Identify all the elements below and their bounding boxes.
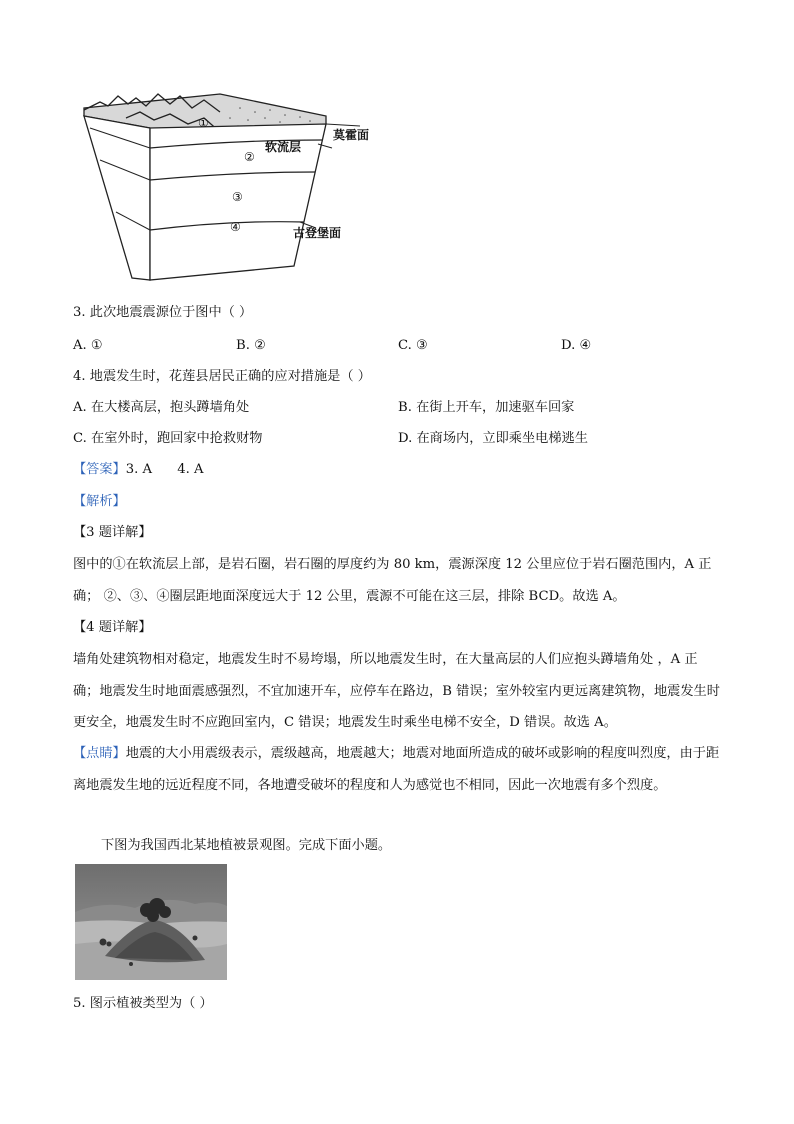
answer-tag: 【答案】 xyxy=(73,462,126,477)
gutenberg-label: 古登堡面 xyxy=(293,226,342,240)
vegetation-photo xyxy=(75,864,227,980)
question-4-option-b: B. 在街上开车，加速驱车回家 xyxy=(398,400,575,415)
answer-line xyxy=(73,460,204,480)
analysis-tag: 【解析】 xyxy=(73,494,126,509)
layer-3-label: ③ xyxy=(232,190,243,204)
q3-detail-heading: 【3 题详解】 xyxy=(73,525,152,540)
question-4-option-d: D. 在商场内，立即乘坐电梯逃生 xyxy=(398,431,588,446)
question-5-stem: 5. 图示植被类型为（ ） xyxy=(73,996,213,1011)
layer-1-label: ① xyxy=(198,116,209,130)
tip-tag: 【点睛】 xyxy=(73,746,126,761)
earth-structure-figure xyxy=(70,88,380,298)
q4-detail-body: 墙角处建筑物相对稳定，地震发生时不易垮塌，所以地震发生时，在大量高层的人们应抱头蹲墙角处 ，A 正确；地震发生时地面震感强烈，不宜加速开车，应停车在路边，B 错误；室外较室内更远离建筑物，地震发生时更安全，地震发生时不应跑回室内，C 错误；地震发生时乘坐电梯不安全，D 错误。故选 A。 xyxy=(73,652,720,730)
asthenosphere-label: 软流层 xyxy=(265,140,302,154)
question-4-stem: 4. 地震发生时，花莲县居民正确的应对措施是（ ） xyxy=(73,369,371,384)
answer-text: 3. A 4. A xyxy=(125,462,204,477)
desert-vegetation-image xyxy=(75,864,227,980)
moho-label: 莫霍面 xyxy=(333,128,370,142)
q4-detail-heading: 【4 题详解】 xyxy=(73,620,152,635)
section-intro: 下图为我国西北某地植被景观图。完成下面小题。 xyxy=(101,838,392,853)
layer-4-label: ④ xyxy=(230,220,241,234)
tip-paragraph xyxy=(73,738,723,801)
question-3-option-b: B. ② xyxy=(236,338,266,353)
question-4-option-a: A. 在大楼高层，抱头蹲墙角处 xyxy=(73,400,250,415)
question-3-option-a: A. ① xyxy=(73,338,103,353)
q3-detail-body: 图中的①在软流层上部，是岩石圈，岩石圈的厚度约为 80 km，震源深度 12 公里应位于岩石圈范围内，A 正确； ②、③、④圈层距地面深度远大于 12 公里，震源不可能在这三层，排除 BCD。故选 A。 xyxy=(73,557,712,604)
question-3-stem: 3. 此次地震震源位于图中（ ） xyxy=(73,305,253,320)
question-3-option-d: D. ④ xyxy=(561,338,592,353)
question-4-option-c: C. 在室外时，跑回家中抢救财物 xyxy=(73,431,263,446)
layer-2-label: ② xyxy=(244,150,255,164)
tip-body: 地震的大小用震级表示，震级越高，地震越大；地震对地面所造成的破坏或影响的程度叫烈度，由于距离地震发生地的远近程度不同，各地遭受破坏的程度和人为感觉也不相同，因此一次地震有多个烈度。 xyxy=(73,746,720,793)
question-3-option-c: C. ③ xyxy=(398,338,428,353)
earth-structure-diagram xyxy=(70,88,380,298)
